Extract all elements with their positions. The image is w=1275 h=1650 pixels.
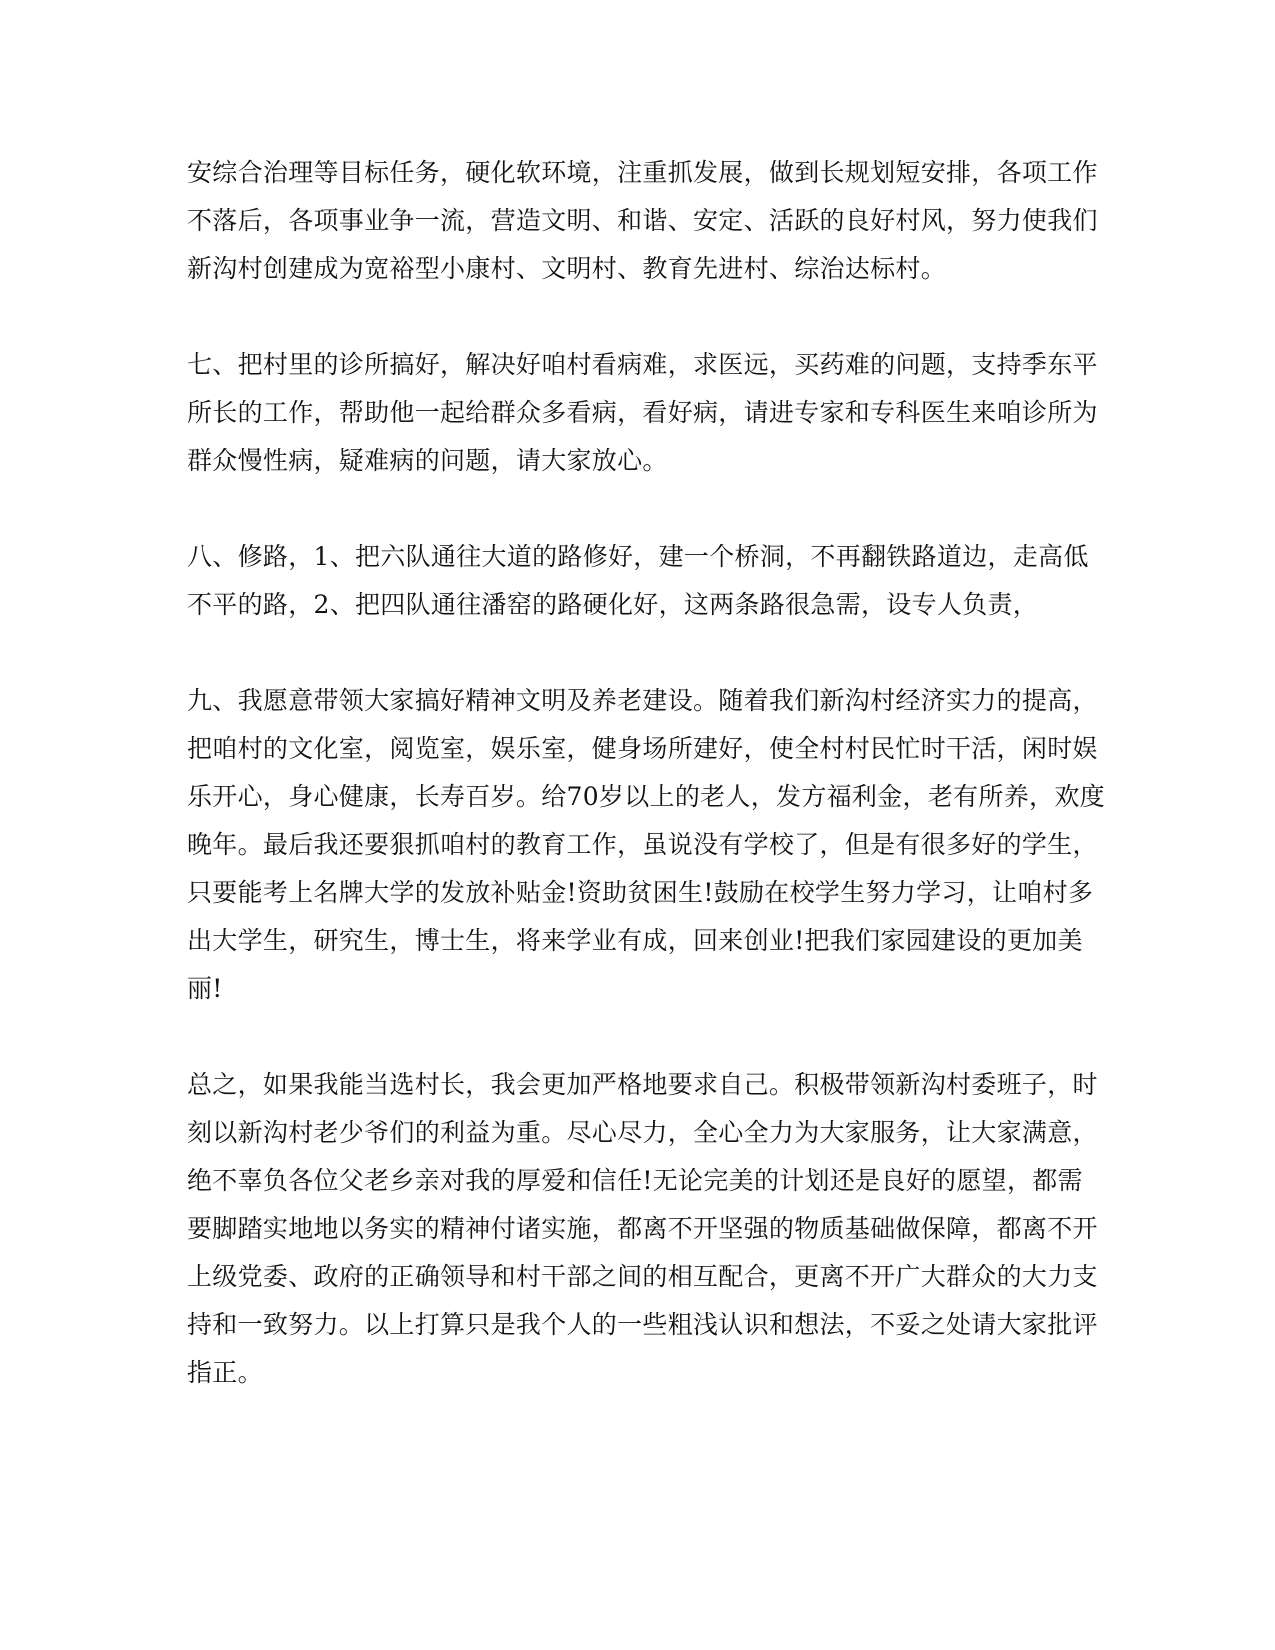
document-body xyxy=(187,149,1105,1397)
text-line: 指正。 xyxy=(187,1358,263,1387)
text-line: 不落后，各项事业争一流，营造文明、和谐、安定、活跃的良好村风，努力使我们 xyxy=(187,206,1098,235)
text-line: 刻以新沟村老少爷们的利益为重。尽心尽力，全心全力为大家服务，让大家满意， xyxy=(187,1118,1098,1147)
paragraph-clinic xyxy=(187,341,1098,485)
text-line: 乐开心，身心健康，长寿百岁。给70岁以上的老人，发方福利金，老有所养，欢度 xyxy=(187,782,1105,811)
text-line: 要脚踏实地地以务实的精神付诸实施，都离不开坚强的物质基础做保障，都离不开 xyxy=(187,1214,1098,1243)
text-line: 出大学生，研究生，博士生，将来学业有成，回来创业!把我们家园建设的更加美 xyxy=(187,926,1083,955)
text-line: 所长的工作，帮助他一起给群众多看病，看好病，请进专家和专科医生来咱诊所为 xyxy=(187,398,1098,427)
paragraph-culture-elderly xyxy=(187,677,1105,1013)
text-line: 绝不辜负各位父老乡亲对我的厚爱和信任!无论完美的计划还是良好的愿望，都需 xyxy=(187,1166,1083,1195)
paragraph-roads xyxy=(187,533,1092,629)
text-line: 七、把村里的诊所搞好，解决好咱村看病难，求医远，买药难的问题，支持季东平 xyxy=(187,350,1098,379)
paragraph-conclusion xyxy=(187,1061,1098,1397)
paragraph-spacer xyxy=(187,485,1092,533)
text-line: 丽! xyxy=(187,974,223,1003)
text-line: 群众慢性病，疑难病的问题，请大家放心。 xyxy=(187,446,668,475)
paragraph-spacer xyxy=(187,1013,1092,1061)
paragraph-spacer xyxy=(187,293,1092,341)
text-line: 晚年。最后我还要狠抓咱村的教育工作，虽说没有学校了，但是有很多好的学生， xyxy=(187,830,1098,859)
text-line: 九、我愿意带领大家搞好精神文明及养老建设。随着我们新沟村经济实力的提高， xyxy=(187,686,1098,715)
text-line: 不平的路，2、把四队通往潘窑的路硬化好，这两条路很急需，设专人负责， xyxy=(187,590,1039,619)
text-line: 安综合治理等目标任务，硬化软环境，注重抓发展，做到长规划短安排，各项工作 xyxy=(187,158,1098,187)
text-line: 把咱村的文化室，阅览室，娱乐室，健身场所建好，使全村村民忙时干活，闲时娱 xyxy=(187,734,1098,763)
paragraph-spacer xyxy=(187,629,1092,677)
paragraph-goals-continued xyxy=(187,149,1098,293)
text-line: 上级党委、政府的正确领导和村干部之间的相互配合，更离不开广大群众的大力支 xyxy=(187,1262,1098,1291)
text-line: 新沟村创建成为宽裕型小康村、文明村、教育先进村、综治达标村。 xyxy=(187,254,947,283)
text-line: 持和一致努力。以上打算只是我个人的一些粗浅认识和想法，不妥之处请大家批评 xyxy=(187,1310,1098,1339)
text-line: 只要能考上名牌大学的发放补贴金!资助贫困生!鼓励在校学生努力学习，让咱村多 xyxy=(187,878,1094,907)
text-line: 八、修路，1、把六队通往大道的路修好，建一个桥洞，不再翻铁路道边，走高低 xyxy=(187,542,1089,571)
text-line: 总之，如果我能当选村长，我会更加严格地要求自己。积极带领新沟村委班子，时 xyxy=(187,1070,1098,1099)
